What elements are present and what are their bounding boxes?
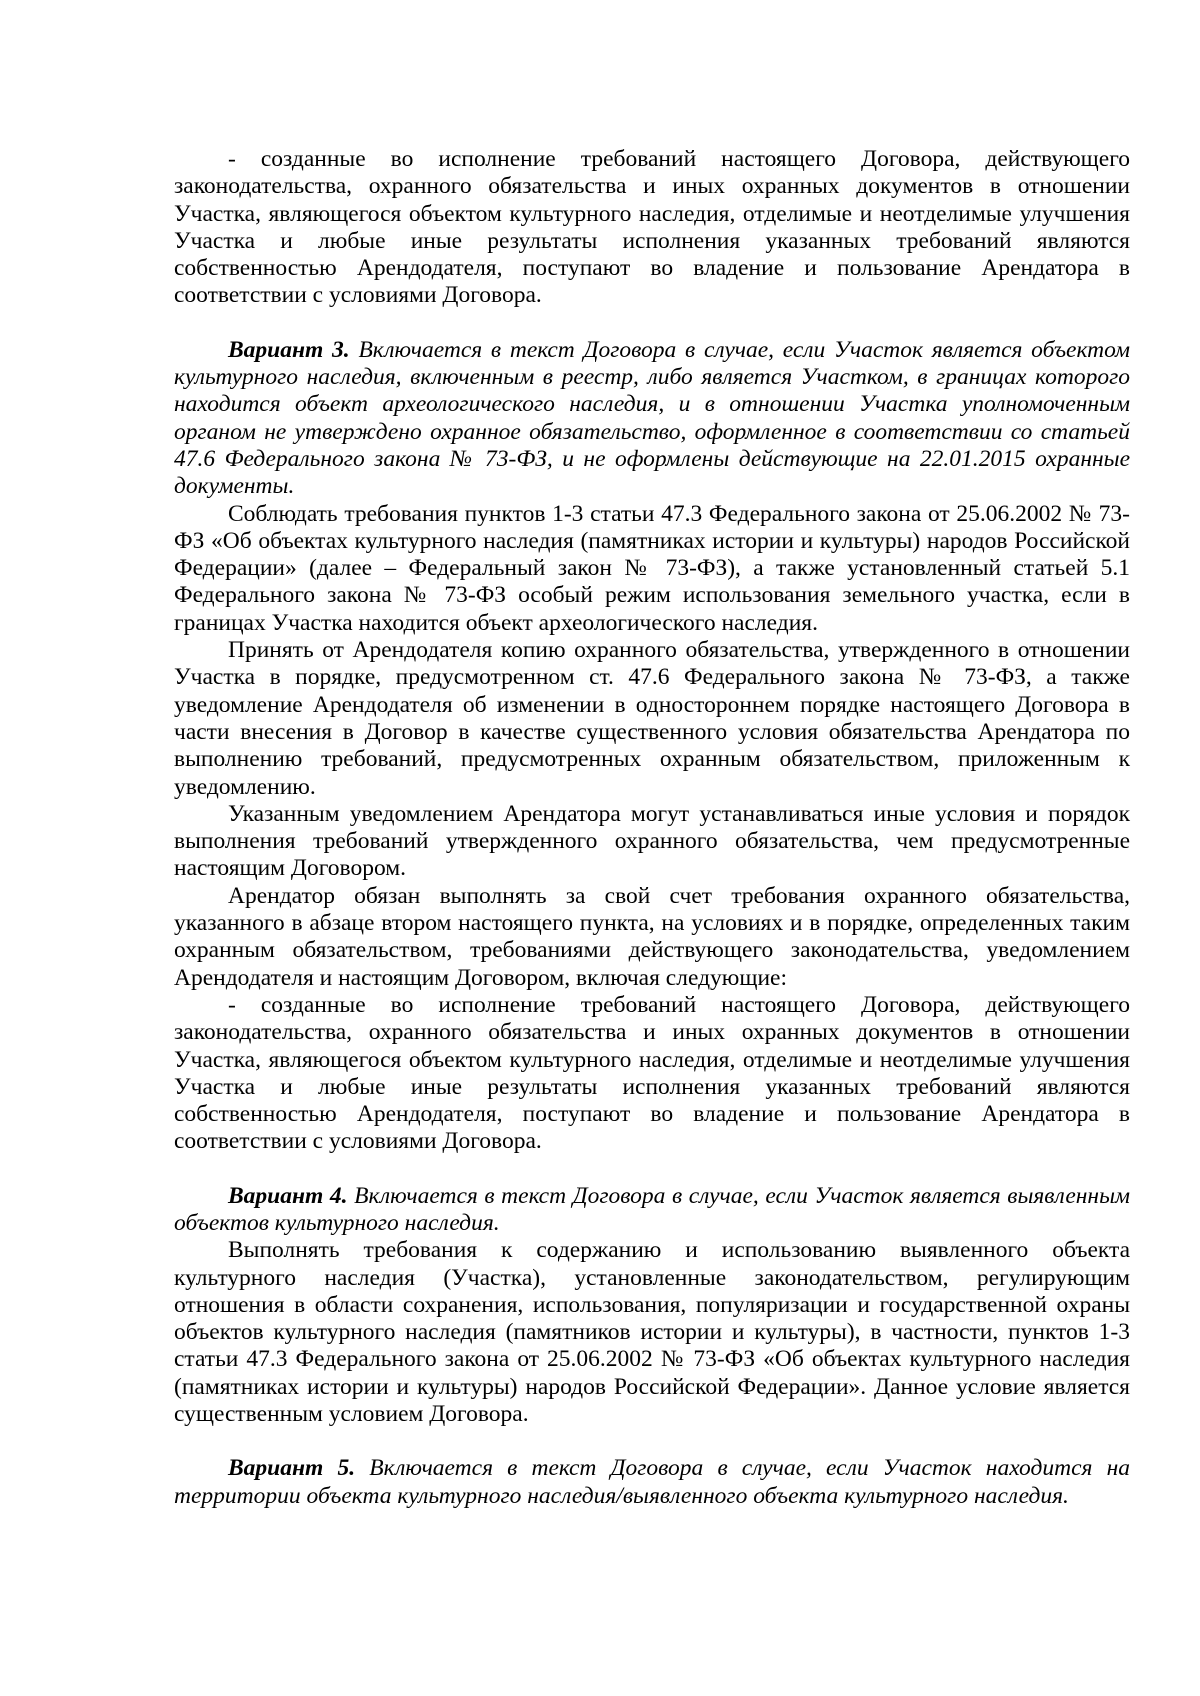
paragraph-identified-object-requirements: Выполнять требования к содержанию и использованию выявленного объекта культурного наследия (Участка), установленные законодательством, регулирующим отношения в области сохранения, использования, популяризации и государственной охраны объектов культурного наследия (памятников истории и культуры), в частности, пунктов 1-3 статьи 47.3 Федерального закона от 25.06.2002 № 73-ФЗ «Об объектах культурного наследия (памятниках истории и культуры) народов Российской Федерации». Данное условие является существенным условием Договора.: [174, 1237, 1130, 1428]
paragraph-gap: [174, 1428, 1130, 1455]
paragraph-accept-copy: Принять от Арендодателя копию охранного обязательства, утвержденного в отношении Участка в порядке, предусмотренном ст. 47.6 Федерального закона № 73-ФЗ, а также уведомление Арендодателя об изменении в одностороннем порядке настоящего Договора в части внесения в Договор в качестве существенного условия обязательства Арендатора по выполнению требований, предусмотренных охранным обязательством, приложенным к уведомлению.: [174, 637, 1130, 800]
variant-label: Вариант 3.: [228, 336, 350, 363]
paragraph-improvements-ownership: - созданные во исполнение требований настоящего Договора, действующего законодательства, охранного обязательства и иных охранных документов в отношении Участка, являющегося объектом культурного наследия, отделимые и неотделимые улучшения Участка и любые иные результаты исполнения указанных требований являются собственностью Арендодателя, поступают во владение и пользование Арендатора в соответствии с условиями Договора.: [174, 146, 1130, 309]
variant-label: Вариант 4.: [228, 1182, 348, 1209]
paragraph-tenant-obliged: Арендатор обязан выполнять за свой счет требования охранного обязательства, указанного в абзаце втором настоящего пункта, на условиях и в порядке, определенных таким охранным обязательством, требованиями действующего законодательства, уведомлением Арендодателя и настоящим Договором, включая следующие:: [174, 882, 1130, 991]
document-page: [174, 146, 1130, 1510]
paragraph-gap: [174, 1156, 1130, 1183]
paragraph-gap: [174, 310, 1130, 337]
paragraph-comply-requirements: Соблюдать требования пунктов 1-3 статьи 47.3 Федерального закона от 25.06.2002 № 73-ФЗ «Об объектах культурного наследия (памятниках истории и культуры) народов Российской Федерации» (далее – Федеральный закон № 73-ФЗ), а также установленный статьей 5.1 Федерального закона № 73-ФЗ особый режим использования земельного участка, если в границах Участка находится объект археологического наследия.: [174, 500, 1130, 636]
variant-description: Включается в текст Договора в случае, если Участок является объектом культурного наследия, включенным в реестр, либо является Участком, в границах которого находится объект археологического наследия, и в отношении Участка уполномоченным органом не утверждено охранное обязательство, оформленное в соответствии со статьей 47.6 Федерального закона № 73-ФЗ, и не оформлены действующие на 22.01.2015 охранные документы.: [174, 336, 1130, 500]
variant-label: Вариант 5.: [228, 1455, 356, 1482]
paragraph-improvements-ownership-2: - созданные во исполнение требований настоящего Договора, действующего законодательства, охранного обязательства и иных охранных документов в отношении Участка, являющегося объектом культурного наследия, отделимые и неотделимые улучшения Участка и любые иные результаты исполнения указанных требований являются собственностью Арендодателя, поступают во владение и пользование Арендатора в соответствии с условиями Договора.: [174, 991, 1130, 1155]
variant-5-heading: [174, 1455, 1130, 1510]
variant-description: Включается в текст Договора в случае, если Участок является выявленным объектов культурного наследия.: [174, 1182, 1131, 1236]
variant-3-heading: [174, 337, 1130, 501]
variant-4-heading: [174, 1183, 1130, 1238]
variant-description: Включается в текст Договора в случае, если Участок находится на территории объекта культурного наследия/выявленного объекта культурного наследия.: [174, 1455, 1131, 1509]
paragraph-notice-conditions: Указанным уведомлением Арендатора могут устанавливаться иные условия и порядок выполнения требований утвержденного охранного обязательства, чем предусмотренные настоящим Договором.: [174, 800, 1130, 882]
